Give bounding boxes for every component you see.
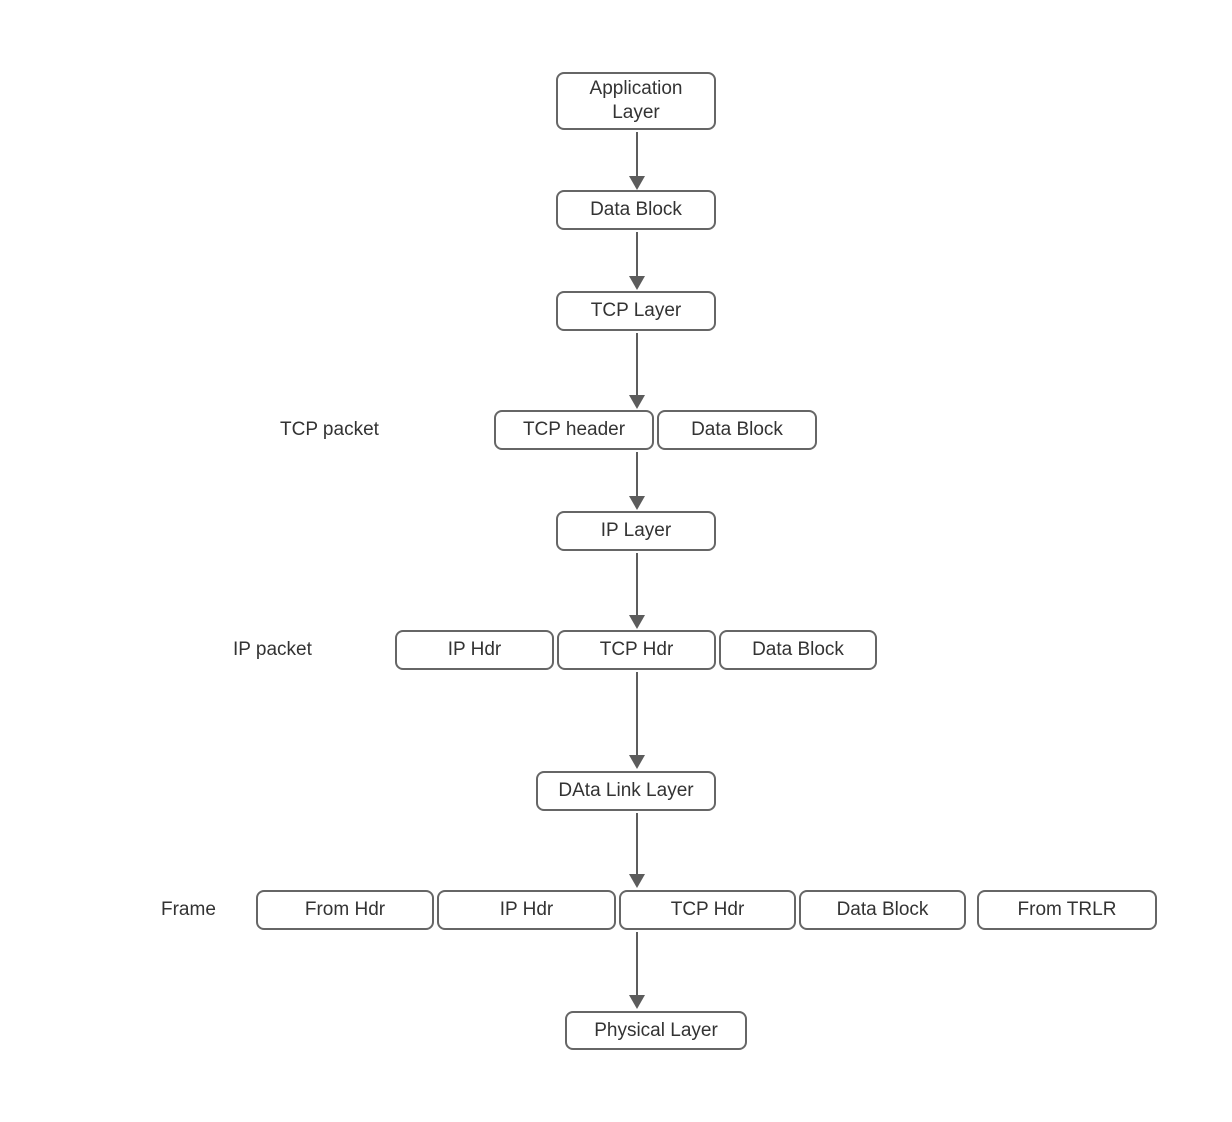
node-from-hdr: From Hdr (256, 890, 434, 930)
node-data-link-layer: DAta Link Layer (536, 771, 716, 811)
arrow-down-icon (629, 132, 645, 190)
row-label-frame: Frame (161, 899, 216, 920)
arrow-shaft (636, 553, 638, 617)
arrow-down-icon (629, 232, 645, 290)
arrow-down-icon (629, 333, 645, 409)
arrowhead-icon (629, 755, 645, 769)
arrow-down-icon (629, 932, 645, 1009)
node-physical-layer: Physical Layer (565, 1011, 747, 1050)
node-tcp-hdr: TCP Hdr (557, 630, 716, 670)
node-tcp-layer: TCP Layer (556, 291, 716, 331)
arrowhead-icon (629, 496, 645, 510)
arrow-down-icon (629, 452, 645, 510)
node-application-layer: Application Layer (556, 72, 716, 130)
arrow-shaft (636, 452, 638, 498)
arrow-shaft (636, 232, 638, 278)
arrow-shaft (636, 333, 638, 397)
node-ip-layer: IP Layer (556, 511, 716, 551)
node-tcp-header: TCP header (494, 410, 654, 450)
arrow-shaft (636, 672, 638, 757)
arrowhead-icon (629, 395, 645, 409)
node-ip-hdr: IP Hdr (395, 630, 554, 670)
arrow-shaft (636, 813, 638, 876)
arrow-down-icon (629, 672, 645, 769)
arrow-shaft (636, 932, 638, 997)
arrow-shaft (636, 132, 638, 178)
row-label-tcp-packet: TCP packet (280, 419, 379, 440)
node-data-block-ip-packet: Data Block (719, 630, 877, 670)
node-from-trlr: From TRLR (977, 890, 1157, 930)
arrow-down-icon (629, 813, 645, 888)
arrowhead-icon (629, 176, 645, 190)
arrowhead-icon (629, 615, 645, 629)
node-data-block-tcp-packet: Data Block (657, 410, 817, 450)
node-data-block-application: Data Block (556, 190, 716, 230)
row-label-ip-packet: IP packet (233, 639, 312, 660)
node-frame-tcp-hdr: TCP Hdr (619, 890, 796, 930)
arrowhead-icon (629, 874, 645, 888)
arrow-down-icon (629, 553, 645, 629)
arrowhead-icon (629, 995, 645, 1009)
node-frame-data-block: Data Block (799, 890, 966, 930)
node-frame-ip-hdr: IP Hdr (437, 890, 616, 930)
arrowhead-icon (629, 276, 645, 290)
